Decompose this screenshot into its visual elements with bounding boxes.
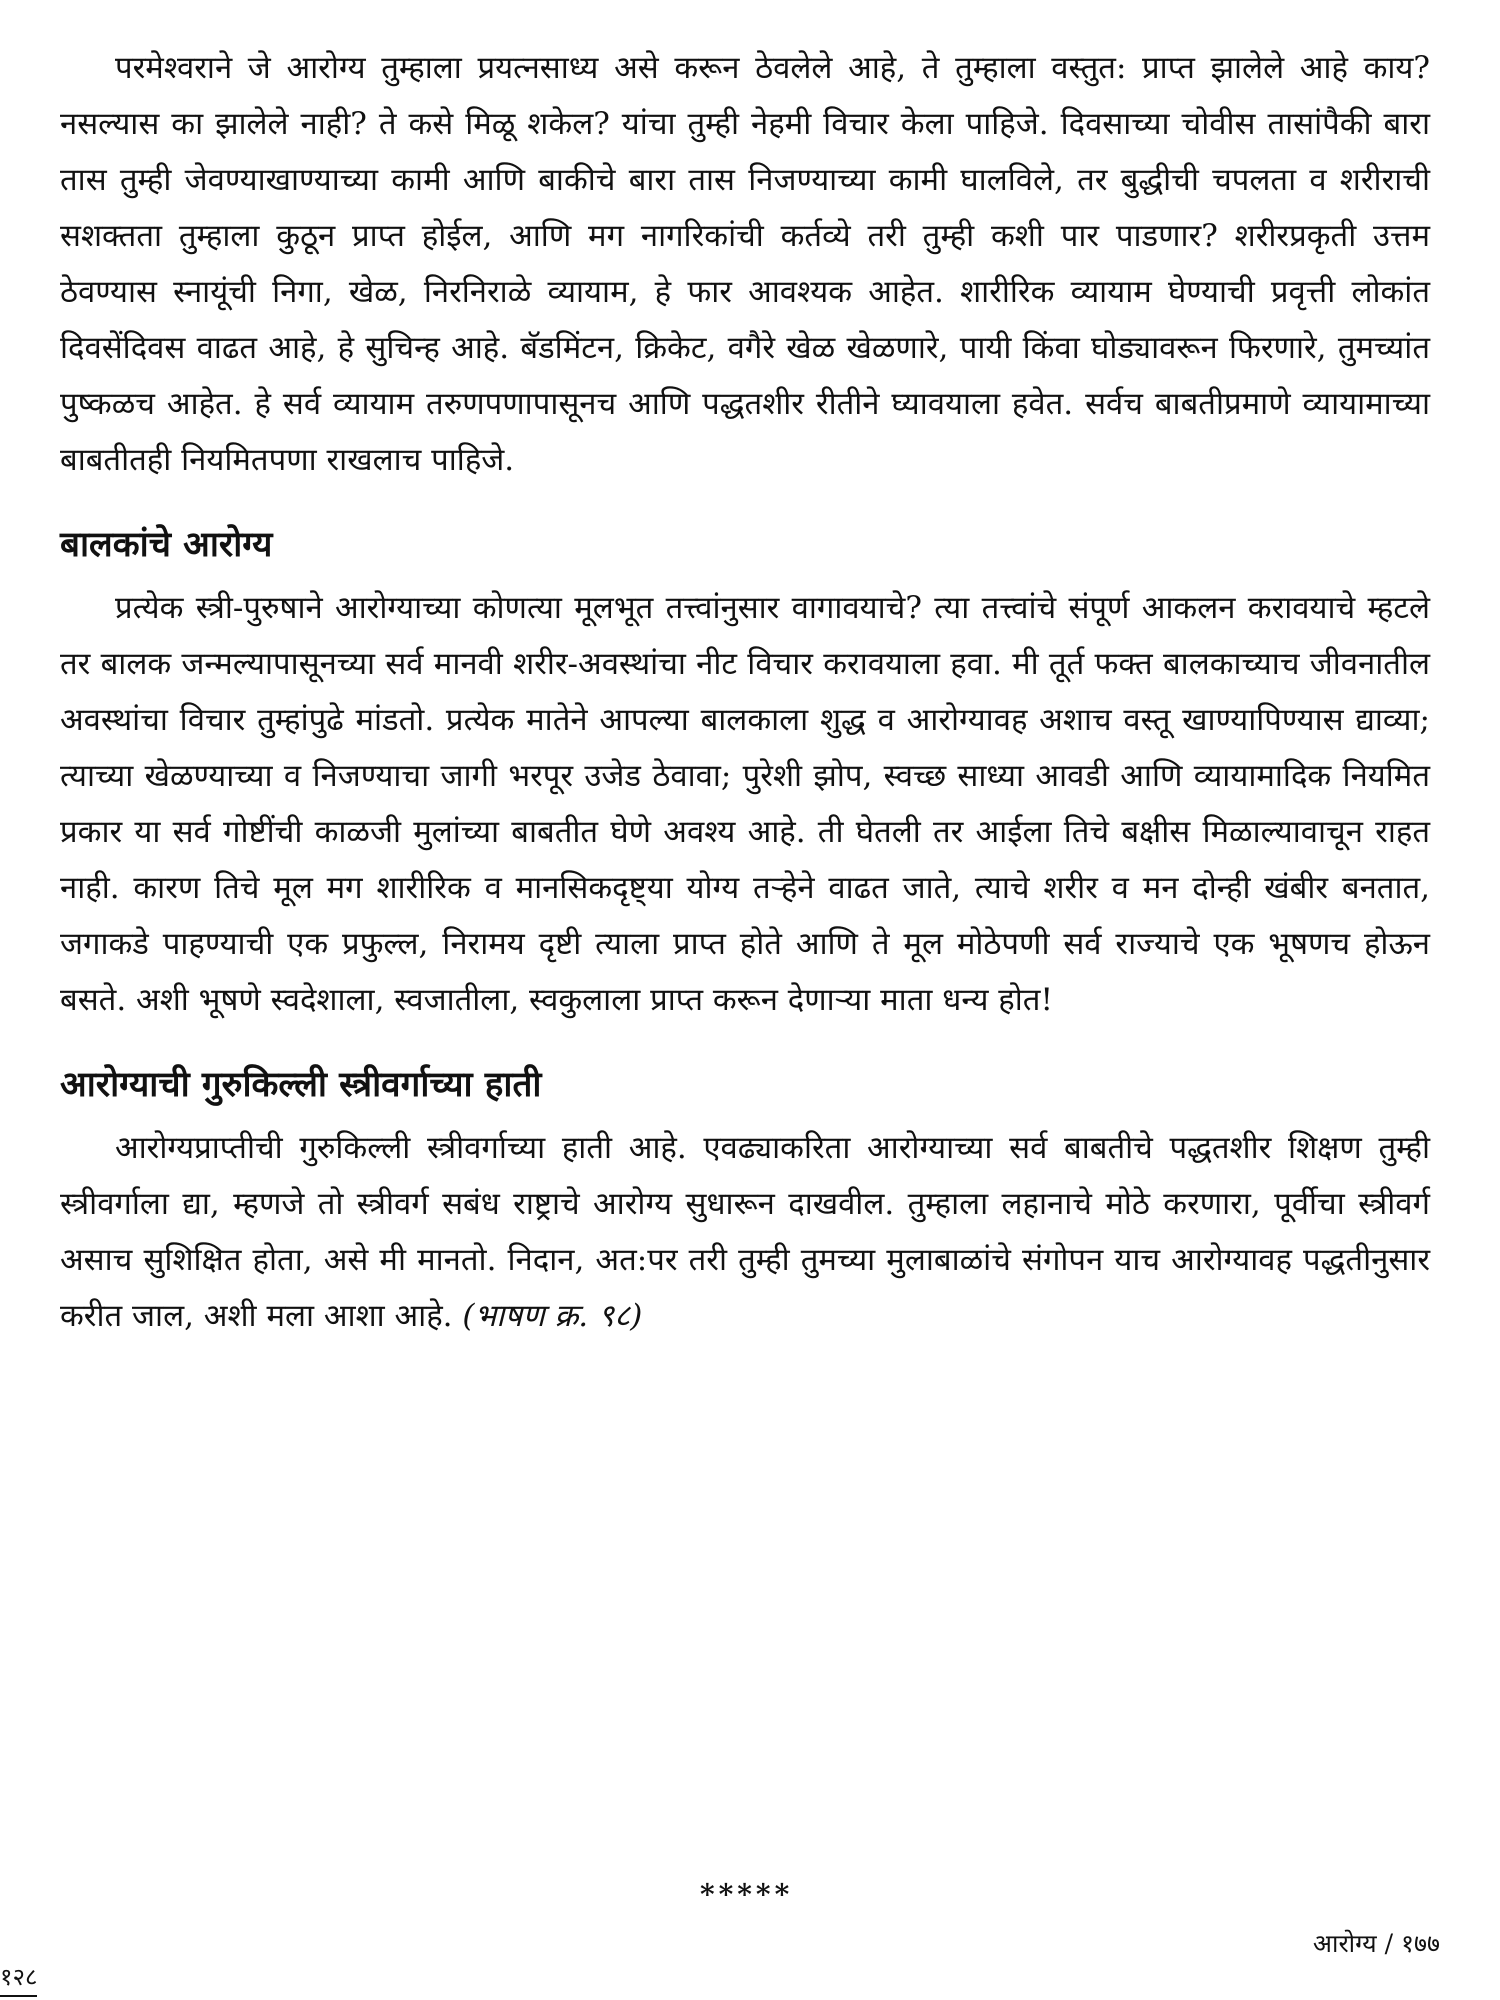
speech-reference: (भाषण क्र. ९८): [462, 1298, 643, 1334]
page-number: १२८: [0, 1960, 37, 1997]
section-heading-key-to-health: आरोग्याची गुरुकिल्ली स्त्रीवर्गाच्या हाती: [60, 1064, 542, 1105]
paragraph-key-to-health: [60, 1120, 1430, 1344]
section-heading-child-health: बालकांचे आरोग्य: [60, 524, 273, 565]
section-separator: *****: [700, 1878, 794, 1911]
running-footer: आरोग्य / १७७: [1312, 1929, 1440, 1958]
paragraph-child-health: प्रत्येक स्त्री-पुरुषाने आरोग्याच्या कोणत्या मूलभूत तत्त्वांनुसार वागावयाचे? त्या तत्त्वांचे संपूर्ण आकलन करावयाचे म्हटले तर बालक जन्मल्यापासूनच्या सर्व मानवी शरीर-अवस्थांचा नीट विचार करावयाला हवा. मी तूर्त फक्त बालकाच्याच जीवनातील अवस्थांचा विचार तुम्हांपुढे मांडतो. प्रत्येक मातेने आपल्या बालकाला शुद्ध व आरोग्यावह अशाच वस्तू खाण्यापिण्यास द्याव्या; त्याच्या खेळण्याच्या व निजण्याचा जागी भरपूर उजेड ठेवावा; पुरेशी झोप, स्वच्छ साध्या आवडी आणि व्यायामादिक नियमित प्रकार या सर्व गोष्टींची काळजी मुलांच्या बाबतीत घेणे अवश्य आहे. ती घेतली तर आईला तिचे बक्षीस मिळाल्यावाचून राहत नाही. कारण तिचे मूल मग शारीरिक व मानसिकदृष्ट्या योग्य तऱ्हेने वाढत जाते, त्याचे शरीर व मन दोन्ही खंबीर बनतात, जगाकडे पाहण्याची एक प्रफुल्ल, निरामय दृष्टी त्याला प्राप्त होते आणि ते मूल मोठेपणी सर्व राज्याचे एक भूषणच होऊन बसते. अशी भूषणे स्वदेशाला, स्वजातीला, स्वकुलाला प्राप्त करून देणाऱ्या माता धन्य होत!: [60, 590, 1430, 1018]
page-content: [60, 40, 1430, 1344]
paragraph-key-to-health-text: आरोग्यप्राप्तीची गुरुकिल्ली स्त्रीवर्गाच्या हाती आहे. एवढ्याकरिता आरोग्याच्या सर्व बाबतीचे पद्धतशीर शिक्षण तुम्ही स्त्रीवर्गाला द्या, म्हणजे तो स्त्रीवर्ग सबंध राष्ट्राचे आरोग्य सुधारून दाखवील. तुम्हाला लहानाचे मोठे करणारा, पूर्वीचा स्त्रीवर्ग असाच सुशिक्षित होता, असे मी मानतो. निदान, अत:पर तरी तुम्ही तुमच्या मुलाबाळांचे संगोपन याच आरोग्यावह पद्धतीनुसार करीत जाल, अशी मला आशा आहे.: [60, 1130, 1430, 1334]
paragraph-exercise: परमेश्वराने जे आरोग्य तुम्हाला प्रयत्नसाध्य असे करून ठेवलेले आहे, ते तुम्हाला वस्तुत: प्राप्त झालेले आहे काय? नसल्यास का झालेले नाही? ते कसे मिळू शकेल? यांचा तुम्ही नेहमी विचार केला पाहिजे. दिवसाच्या चोवीस तासांपैकी बारा तास तुम्ही जेवण्याखाण्याच्या कामी आणि बाकीचे बारा तास निजण्याच्या कामी घालविले, तर बुद्धीची चपलता व शरीराची सशक्तता तुम्हाला कुठून प्राप्त होईल, आणि मग नागरिकांची कर्तव्ये तरी तुम्ही कशी पार पाडणार? शरीरप्रकृती उत्तम ठेवण्यास स्नायूंची निगा, खेळ, निरनिराळे व्यायाम, हे फार आवश्यक आहेत. शारीरिक व्यायाम घेण्याची प्रवृत्ती लोकांत दिवसेंदिवस वाढत आहे, हे सुचिन्ह आहे. बॅडमिंटन, क्रिकेट, वगैरे खेळ खेळणारे, पायी किंवा घोड्यावरून फिरणारे, तुमच्यांत पुष्कळच आहेत. हे सर्व व्यायाम तरुणपणापासूनच आणि पद्धतशीर रीतीने घ्यावयाला हवेत. सर्वच बाबतीप्रमाणे व्यायामाच्या बाबतीतही नियमितपणा राखलाच पाहिजे.: [60, 50, 1431, 478]
